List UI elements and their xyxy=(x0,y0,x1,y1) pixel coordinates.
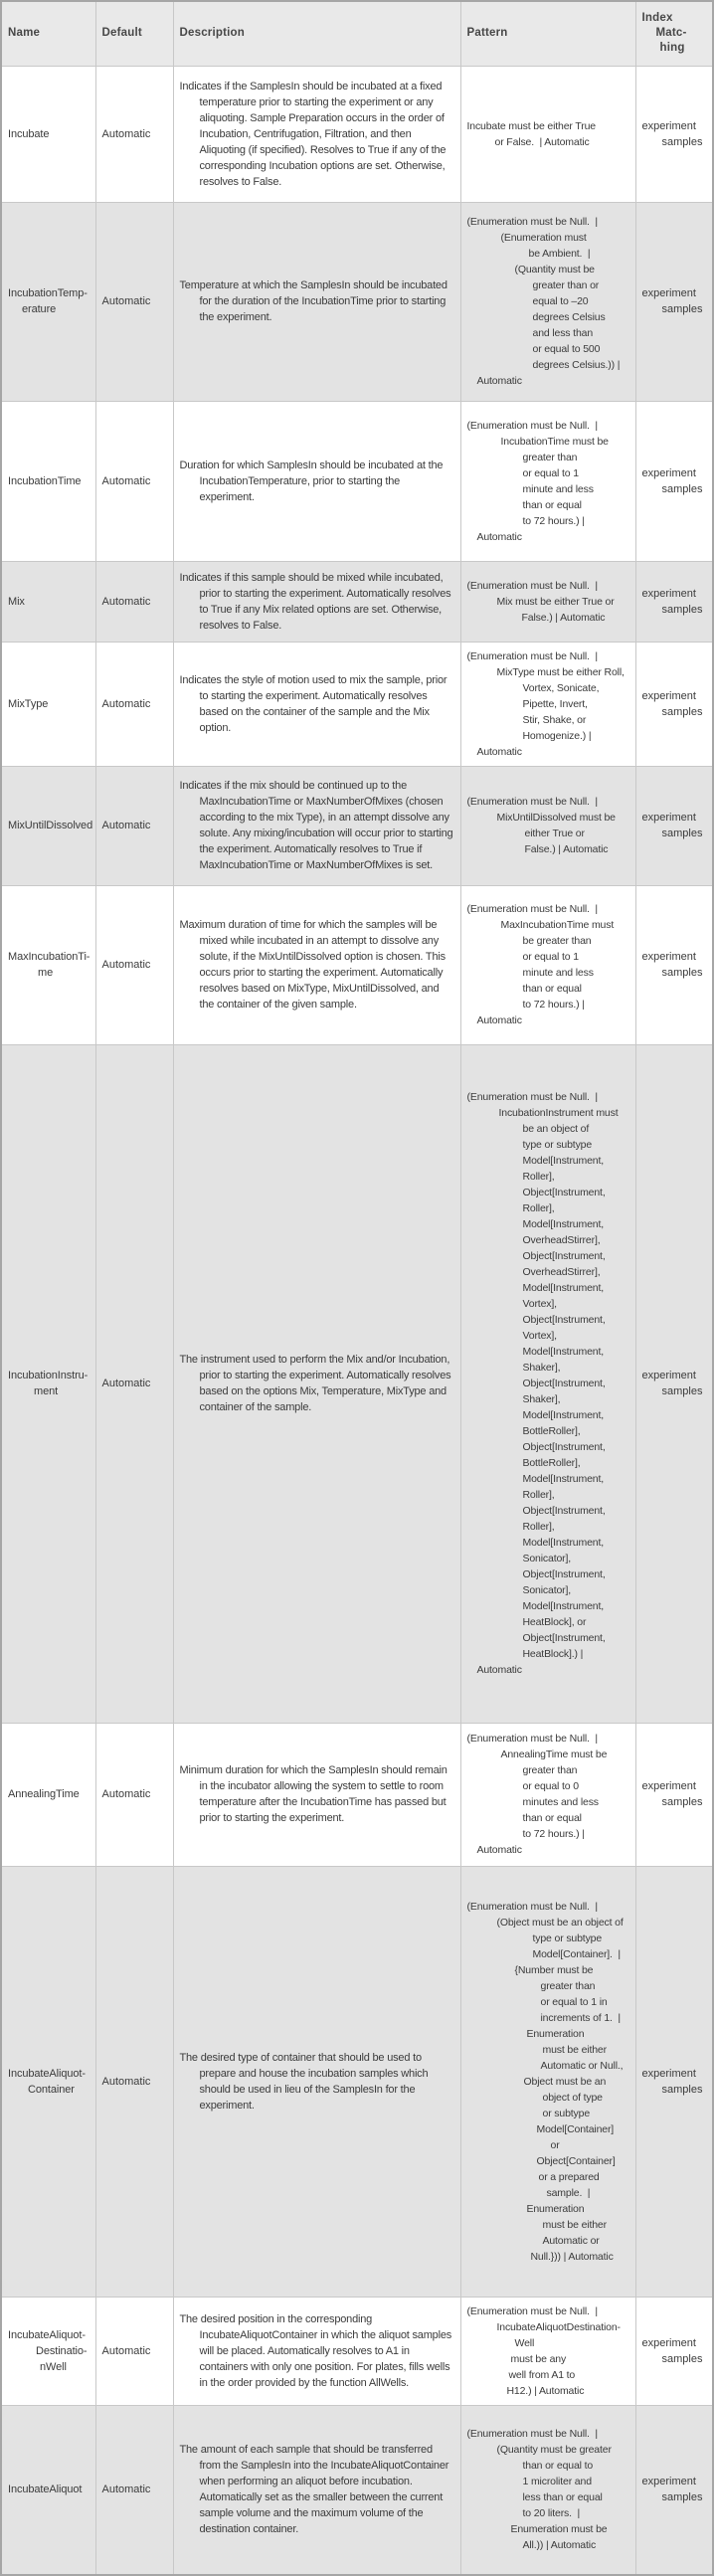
column-header-index-line: Index xyxy=(641,12,673,25)
pattern-line: (Enumeration must be Null. | xyxy=(466,796,598,808)
description-text: The amount of each sample that should be transferred from the SamplesIn into the IncubateAliquotContainer when performing an aliquot before incubation. Automatically set as the smaller between the current sample volume and the maximum volume of the destination container. xyxy=(179,2444,449,2536)
description-cell xyxy=(173,766,460,885)
pattern-line: or equal to 0 xyxy=(522,1780,579,1792)
description-text: Indicates if the mix should be continued up to the MaxIncubationTime or MaxNumberOfMixes (chosen according to the mix Type), in an attempt dissolve any solute. Any mixing/incubation will occur prior to starting the experiment. Automatically resolves to True if MaxIncubationTime or MaxNumberOfMixes is set. xyxy=(179,780,453,871)
default-value: Automatic xyxy=(101,2344,151,2357)
description-text: Indicates the style of motion used to mix the sample, prior to starting the experiment. Automatically resolves based on the container of the sample and the Mix option. xyxy=(179,673,448,734)
option-name-line: Mix xyxy=(8,595,25,608)
option-name-line: MixUntilDissolved xyxy=(8,820,93,831)
pattern-line: type or subtype xyxy=(532,1932,603,1944)
pattern-line: (Enumeration must be Null. | xyxy=(466,579,598,592)
description-cell xyxy=(173,1866,460,2297)
pattern-cell xyxy=(460,1044,635,1723)
pattern-line: and less than xyxy=(532,327,594,339)
pattern-line: Model[Instrument, xyxy=(522,1155,604,1167)
default-cell xyxy=(95,66,173,202)
default-value: Automatic xyxy=(101,1788,151,1800)
default-value: Automatic xyxy=(101,474,151,487)
pattern-line: Shaker], xyxy=(522,1393,561,1405)
pattern-line: HeatBlock], or xyxy=(522,1616,587,1628)
index-matching-line: samples xyxy=(661,603,703,616)
index-matching-cell xyxy=(635,1723,713,1866)
option-name-line: MixType xyxy=(8,697,49,710)
pattern-line: or equal to 500 xyxy=(532,343,601,355)
index-matching-cell xyxy=(635,2405,713,2575)
pattern-line: BottleRoller], xyxy=(522,1457,581,1469)
option-name-line: IncubationInstru- xyxy=(8,1370,89,1381)
index-matching-line: experiment xyxy=(641,466,696,479)
default-value: Automatic xyxy=(101,1378,151,1389)
pattern-line: Model[Instrument, xyxy=(522,1473,604,1485)
pattern-line: less than or equal xyxy=(522,2491,603,2504)
name-cell xyxy=(1,2405,95,2575)
column-header-name: Name xyxy=(1,1,95,66)
pattern-cell xyxy=(460,401,635,561)
index-matching-cell xyxy=(635,1866,713,2297)
pattern-line: Sonicator], xyxy=(522,1584,572,1596)
description-text: The desired type of container that should be used to prepare and house the incubation samples which should be used in lieu of the SamplesIn for the experiment. xyxy=(179,2051,429,2112)
column-header-index-matching xyxy=(635,1,713,66)
description-cell xyxy=(173,66,460,202)
pattern-line: Incubate must be either True xyxy=(466,119,596,132)
pattern-line: either True or xyxy=(524,828,585,839)
pattern-line: (Enumeration must be Null. | xyxy=(466,216,598,228)
description-text: Maximum duration of time for which the samples will be mixed while incubated in an attempt to dissolve any solute, if the MixUntilDissolved option is chosen. This occurs prior to starting the experiment. Automatically resolves based on MixType, MixUntilDissolved, and the container of the given sample. xyxy=(179,919,446,1011)
table-header xyxy=(1,1,713,66)
pattern-line: Automatic or xyxy=(542,2234,600,2247)
default-cell xyxy=(95,885,173,1044)
name-cell xyxy=(1,1723,95,1866)
option-name-line: Incubate xyxy=(8,127,50,140)
name-cell xyxy=(1,401,95,561)
description-cell xyxy=(173,1723,460,1866)
default-value: Automatic xyxy=(101,595,151,608)
index-matching-line: samples xyxy=(661,828,703,839)
pattern-line: Well xyxy=(514,2336,535,2349)
pattern-line: Model[Instrument, xyxy=(522,1346,604,1358)
description-text: The instrument used to perform the Mix and/or Incubation, prior to starting the experiment. Automatically resolves based on the options Mix, Temperature, MixType and container of the sample. xyxy=(179,1354,451,1413)
option-name-line: me xyxy=(38,967,54,979)
pattern-line: All.)) | Automatic xyxy=(522,2539,597,2552)
pattern-line: Enumeration xyxy=(526,2202,585,2215)
pattern-line: Object[Instrument, xyxy=(522,1632,606,1644)
index-matching-line: samples xyxy=(661,2083,703,2096)
column-header-default: Default xyxy=(95,1,173,66)
pattern-line: well from A1 to xyxy=(508,2368,576,2381)
pattern-line: Automatic xyxy=(476,745,522,758)
pattern-line: Mix must be either True or xyxy=(496,595,615,608)
description-text: Indicates if the SamplesIn should be incubated at a fixed temperature prior to starting the experiment or any aliquoting. Sample Preparation occurs in the order of Incubation, Centrifugation, Filtration, and then Aliquoting (if specified). Resolves to True if any of the corresponding Incubation options are set. Otherwise, resolves to False. xyxy=(179,80,447,188)
column-header-index-line: hing xyxy=(659,42,685,55)
default-value: Automatic xyxy=(101,127,151,140)
pattern-line: increments of 1. | xyxy=(540,2011,621,2024)
pattern-line: Automatic xyxy=(476,375,522,387)
pattern-line: than or equal xyxy=(522,498,582,511)
default-cell xyxy=(95,766,173,885)
option-name-line: erature xyxy=(22,303,57,315)
pattern-line: Object[Instrument, xyxy=(522,1568,606,1580)
pattern-line: 1 microliter and xyxy=(522,2476,592,2488)
pattern-line: (Enumeration must be Null. | xyxy=(466,1900,598,1913)
pattern-line: Object[Instrument, xyxy=(522,1441,606,1453)
pattern-line: minute and less xyxy=(522,967,594,979)
pattern-line: or a prepared xyxy=(538,2170,600,2183)
pattern-line: or xyxy=(550,2138,560,2151)
default-cell xyxy=(95,1723,173,1866)
index-matching-cell xyxy=(635,401,713,561)
table-row xyxy=(1,66,713,202)
pattern-line: be Ambient. | xyxy=(528,248,591,260)
table-body xyxy=(1,66,713,2575)
pattern-line: MaxIncubationTime must xyxy=(500,919,615,931)
pattern-line: to 72 hours.) | xyxy=(522,1828,585,1840)
name-cell xyxy=(1,642,95,766)
table-row xyxy=(1,2405,713,2575)
pattern-line: to 72 hours.) | xyxy=(522,514,585,527)
default-value: Automatic xyxy=(101,697,151,710)
table-row xyxy=(1,1044,713,1723)
pattern-line: Pipette, Invert, xyxy=(522,697,588,710)
pattern-cell xyxy=(460,2405,635,2575)
default-value: Automatic xyxy=(101,959,151,971)
index-matching-line: samples xyxy=(661,2352,703,2365)
pattern-line: than or equal xyxy=(522,1812,582,1824)
pattern-line: greater than xyxy=(522,1764,578,1776)
default-cell xyxy=(95,202,173,401)
pattern-line: Sonicator], xyxy=(522,1553,572,1564)
pattern-line: greater than xyxy=(540,1979,596,1992)
pattern-line: H12.) | Automatic xyxy=(506,2384,585,2397)
default-cell xyxy=(95,2297,173,2405)
option-name-line: IncubationTemp- xyxy=(8,287,88,299)
description-text: The desired position in the corresponding IncubateAliquotContainer in which the aliquot samples will be placed. Automatically resolves to A1 in containers with only one position. For plates, fills wells in the order provided by the function AllWells. xyxy=(179,2312,452,2389)
pattern-line: False.) | Automatic xyxy=(521,611,606,624)
pattern-line: {Number must be xyxy=(514,1963,594,1976)
pattern-line: (Enumeration must be Null. | xyxy=(466,419,598,432)
pattern-line: or equal to 1 xyxy=(522,951,579,963)
description-cell xyxy=(173,885,460,1044)
pattern-cell xyxy=(460,2297,635,2405)
pattern-line: IncubationTime must be xyxy=(500,435,609,448)
name-cell xyxy=(1,66,95,202)
pattern-line: Object[Instrument, xyxy=(522,1505,606,1517)
pattern-line: Model[Instrument, xyxy=(522,1537,604,1549)
table-row xyxy=(1,642,713,766)
pattern-line: sample. | xyxy=(546,2186,591,2199)
pattern-line: (Enumeration must be Null. | xyxy=(466,649,598,662)
pattern-line: IncubationInstrument must xyxy=(498,1107,619,1119)
option-name-line: IncubateAliquot- xyxy=(8,2067,86,2080)
table-row xyxy=(1,1866,713,2297)
pattern-line: Automatic xyxy=(476,1014,522,1026)
table-row xyxy=(1,1723,713,1866)
index-matching-line: experiment xyxy=(641,812,696,824)
pattern-line: Automatic xyxy=(476,1664,522,1676)
description-cell xyxy=(173,401,460,561)
pattern-line: Homogenize.) | xyxy=(522,729,592,742)
pattern-line: (Enumeration must be Null. | xyxy=(466,1091,598,1103)
pattern-line: object of type xyxy=(542,2091,603,2104)
pattern-line: Object must be an xyxy=(523,2075,607,2088)
pattern-line: type or subtype xyxy=(522,1139,593,1151)
pattern-line: (Enumeration must xyxy=(500,232,587,244)
pattern-line: be greater than xyxy=(522,935,592,947)
default-cell xyxy=(95,1866,173,2297)
index-matching-line: experiment xyxy=(641,2336,696,2349)
index-matching-line: experiment xyxy=(641,1370,696,1381)
pattern-line: MixType must be either Roll, xyxy=(496,665,625,678)
index-matching-cell xyxy=(635,561,713,642)
pattern-line: or subtype xyxy=(542,2107,591,2119)
option-name-line: Destinatio- xyxy=(36,2344,88,2357)
index-matching-cell xyxy=(635,2297,713,2405)
pattern-line: Automatic xyxy=(476,530,522,543)
name-cell xyxy=(1,1866,95,2297)
index-matching-cell xyxy=(635,66,713,202)
pattern-line: Object[Container] xyxy=(536,2154,616,2167)
index-matching-line: samples xyxy=(661,482,703,495)
description-text: Indicates if this sample should be mixed while incubated, prior to starting the experiment. Automatically resolves to True if any Mix related options are set. Otherwise, resolves to False. xyxy=(179,571,451,632)
pattern-line: (Enumeration must be Null. | xyxy=(466,1733,598,1745)
pattern-line: or False. | Automatic xyxy=(494,135,590,148)
pattern-line: Model[Instrument, xyxy=(522,1600,604,1612)
default-cell xyxy=(95,2405,173,2575)
pattern-line: BottleRoller], xyxy=(522,1425,581,1437)
pattern-line: Null.})) | Automatic xyxy=(530,2250,614,2263)
pattern-cell xyxy=(460,885,635,1044)
pattern-line: False.) | Automatic xyxy=(524,843,609,855)
pattern-line: Roller], xyxy=(522,1202,555,1214)
index-matching-cell xyxy=(635,885,713,1044)
pattern-cell xyxy=(460,642,635,766)
name-cell xyxy=(1,561,95,642)
default-cell xyxy=(95,1044,173,1723)
pattern-line: OverheadStirrer], xyxy=(522,1234,601,1246)
table-row xyxy=(1,885,713,1044)
pattern-line: or equal to 1 in xyxy=(540,1995,608,2008)
description-cell xyxy=(173,561,460,642)
pattern-line: Object[Instrument, xyxy=(522,1314,606,1326)
default-value: Automatic xyxy=(101,820,151,831)
pattern-line: Roller], xyxy=(522,1489,555,1501)
index-matching-line: samples xyxy=(661,135,703,148)
pattern-line: (Enumeration must be Null. | xyxy=(466,2428,598,2441)
description-cell xyxy=(173,1044,460,1723)
pattern-line: HeatBlock].) | xyxy=(522,1648,584,1660)
header-row xyxy=(1,1,713,66)
pattern-cell xyxy=(460,1866,635,2297)
description-cell xyxy=(173,642,460,766)
pattern-line: (Quantity must be xyxy=(514,264,595,276)
name-cell xyxy=(1,766,95,885)
pattern-line: Model[Container]. | xyxy=(532,1947,621,1960)
default-value: Automatic xyxy=(101,295,151,307)
description-cell xyxy=(173,2405,460,2575)
option-name-line: IncubationTime xyxy=(8,474,82,487)
pattern-line: (Object must be an object of xyxy=(496,1916,624,1929)
pattern-line: (Enumeration must be Null. | xyxy=(466,2304,598,2317)
index-matching-line: experiment xyxy=(641,2476,696,2488)
table-row xyxy=(1,202,713,401)
option-name-line: ment xyxy=(34,1385,59,1397)
pattern-cell xyxy=(460,766,635,885)
index-matching-line: experiment xyxy=(641,287,696,299)
pattern-line: Vortex, Sonicate, xyxy=(522,681,600,694)
index-matching-line: samples xyxy=(661,1796,703,1808)
pattern-line: Automatic or Null., xyxy=(540,2059,624,2072)
index-matching-line: experiment xyxy=(641,119,696,132)
pattern-line: must be any xyxy=(510,2352,567,2365)
option-name-line: AnnealingTime xyxy=(8,1788,80,1800)
pattern-line: Model[Instrument, xyxy=(522,1282,604,1294)
description-cell xyxy=(173,202,460,401)
pattern-line: than or equal xyxy=(522,983,582,995)
pattern-line: Object[Instrument, xyxy=(522,1187,606,1198)
description-cell xyxy=(173,2297,460,2405)
description-text: Temperature at which the SamplesIn should be incubated for the duration of the IncubationTime prior to starting the experiment. xyxy=(179,279,448,323)
pattern-line: Stir, Shake, or xyxy=(522,713,587,726)
index-matching-line: samples xyxy=(661,967,703,979)
pattern-line: Model[Instrument, xyxy=(522,1218,604,1230)
index-matching-cell xyxy=(635,642,713,766)
option-name-line: nWell xyxy=(40,2360,67,2373)
pattern-line: Model[Container] xyxy=(536,2122,615,2135)
pattern-line: Roller], xyxy=(522,1521,555,1533)
pattern-line: AnnealingTime must be xyxy=(500,1748,608,1760)
name-cell xyxy=(1,885,95,1044)
index-matching-cell xyxy=(635,766,713,885)
pattern-line: (Enumeration must be Null. | xyxy=(466,903,598,915)
pattern-cell xyxy=(460,202,635,401)
pattern-line: must be either xyxy=(542,2043,607,2056)
index-matching-line: samples xyxy=(661,705,703,718)
name-cell xyxy=(1,1044,95,1723)
pattern-line: or equal to 1 xyxy=(522,466,579,479)
pattern-line: MixUntilDissolved must be xyxy=(496,812,616,824)
default-value: Automatic xyxy=(101,2075,151,2088)
index-matching-line: samples xyxy=(661,1385,703,1397)
option-name-line: MaxIncubationTi- xyxy=(8,951,90,963)
index-matching-line: experiment xyxy=(641,2067,696,2080)
name-cell xyxy=(1,2297,95,2405)
pattern-line: Object[Instrument, xyxy=(522,1250,606,1262)
table-row xyxy=(1,401,713,561)
index-matching-line: experiment xyxy=(641,951,696,963)
index-matching-line: samples xyxy=(661,2491,703,2504)
index-matching-cell xyxy=(635,1044,713,1723)
pattern-line: Object[Instrument, xyxy=(522,1378,606,1389)
index-matching-cell xyxy=(635,202,713,401)
pattern-line: OverheadStirrer], xyxy=(522,1266,601,1278)
option-name-line: Container xyxy=(28,2083,75,2096)
index-matching-line: samples xyxy=(661,303,703,315)
pattern-line: to 72 hours.) | xyxy=(522,999,585,1011)
pattern-line: degrees Celsius xyxy=(532,311,606,323)
pattern-line: Automatic xyxy=(476,1844,522,1856)
pattern-line: Enumeration must be xyxy=(510,2523,608,2536)
pattern-line: minute and less xyxy=(522,482,594,495)
description-text: Duration for which SamplesIn should be incubated at the IncubationTemperature, prior to starting the experiment. xyxy=(179,459,444,503)
default-cell xyxy=(95,642,173,766)
name-cell xyxy=(1,202,95,401)
pattern-line: be an object of xyxy=(522,1123,590,1135)
pattern-line: (Quantity must be greater xyxy=(496,2444,612,2457)
column-header-index-line: Matc- xyxy=(655,27,687,40)
column-header-pattern: Pattern xyxy=(460,1,635,66)
pattern-line: to 20 liters. | xyxy=(522,2507,581,2520)
table-row xyxy=(1,2297,713,2405)
pattern-line: Roller], xyxy=(522,1171,555,1183)
column-header-description: Description xyxy=(173,1,460,66)
pattern-cell xyxy=(460,1723,635,1866)
index-matching-line: experiment xyxy=(641,689,696,702)
pattern-line: greater than xyxy=(522,451,578,463)
default-cell xyxy=(95,561,173,642)
pattern-line: equal to –20 xyxy=(532,295,589,307)
index-matching-line: experiment xyxy=(641,1780,696,1792)
pattern-cell xyxy=(460,66,635,202)
pattern-line: Vortex], xyxy=(522,1330,557,1342)
table-row xyxy=(1,766,713,885)
description-text: Minimum duration for which the SamplesIn should remain in the incubator allowing the system to settle to room temperature after the IncubationTime has passed but prior to starting the experiment. xyxy=(179,1764,448,1824)
option-name-line: IncubateAliquot xyxy=(8,2484,83,2496)
pattern-line: Vortex], xyxy=(522,1298,557,1310)
pattern-line: Shaker], xyxy=(522,1362,561,1374)
pattern-line: Enumeration xyxy=(526,2027,585,2040)
default-cell xyxy=(95,401,173,561)
option-name-line: IncubateAliquot- xyxy=(8,2328,86,2341)
table-row xyxy=(1,561,713,642)
pattern-line: Model[Instrument, xyxy=(522,1409,604,1421)
index-matching-line: experiment xyxy=(641,587,696,600)
pattern-line: greater than or xyxy=(532,279,600,291)
pattern-line: degrees Celsius.)) | xyxy=(532,359,621,371)
default-value: Automatic xyxy=(101,2484,151,2496)
pattern-line: must be either xyxy=(542,2218,607,2231)
pattern-line: IncubateAliquotDestination- xyxy=(496,2320,621,2333)
pattern-line: than or equal to xyxy=(522,2460,594,2473)
pattern-line: minutes and less xyxy=(522,1796,599,1808)
pattern-cell xyxy=(460,561,635,642)
